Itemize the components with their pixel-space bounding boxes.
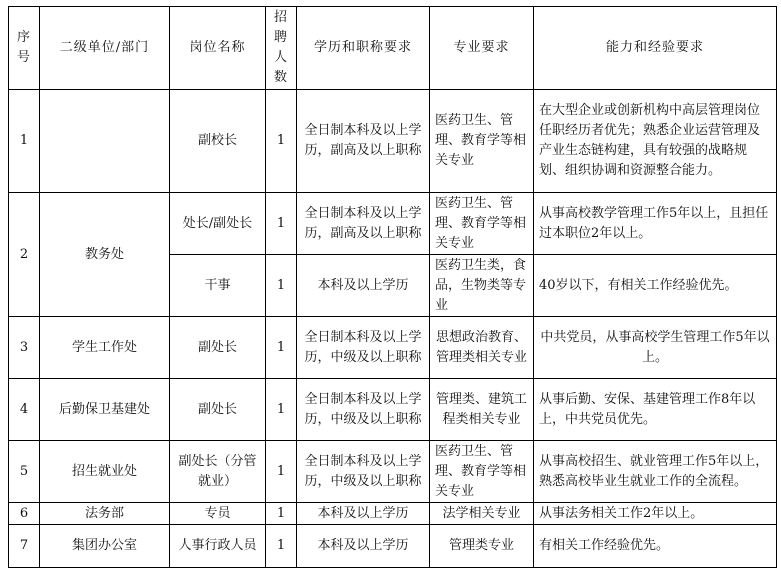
header-count: 招聘人数 bbox=[266, 7, 297, 90]
row-dept bbox=[40, 90, 170, 193]
header-position: 岗位名称 bbox=[170, 7, 266, 90]
row-count: 1 bbox=[266, 503, 297, 525]
recruitment-table bbox=[8, 6, 777, 568]
row-experience: 从事后勤、安保、基建管理工作8年以上，中共党员优先。 bbox=[534, 379, 777, 441]
row-position: 处长/副处长 bbox=[170, 193, 266, 255]
row-position: 专员 bbox=[170, 503, 266, 525]
header-dept: 二级单位/部门 bbox=[40, 7, 170, 90]
row-education: 本科及以上学历 bbox=[297, 503, 430, 525]
row-position: 人事行政人员 bbox=[170, 525, 266, 568]
row-major: 管理类专业 bbox=[430, 525, 534, 568]
row-education: 全日制本科及以上学历，中级及以上职称 bbox=[297, 317, 430, 379]
table-row bbox=[9, 503, 777, 525]
row-dept: 教务处 bbox=[40, 193, 170, 317]
row-major: 思想政治教育、管理类相关专业 bbox=[430, 317, 534, 379]
row-position: 干事 bbox=[170, 255, 266, 317]
row-position: 副处长 bbox=[170, 317, 266, 379]
row-count: 1 bbox=[266, 525, 297, 568]
header-row bbox=[9, 7, 777, 90]
row-dept: 法务部 bbox=[40, 503, 170, 525]
row-experience: 从事法务相关工作2年以上。 bbox=[534, 503, 777, 525]
row-seq: 5 bbox=[9, 441, 40, 503]
row-count: 1 bbox=[266, 317, 297, 379]
table-row bbox=[9, 525, 777, 568]
row-dept: 后勤保卫基建处 bbox=[40, 379, 170, 441]
row-education: 全日制本科及以上学历，副高及以上职称 bbox=[297, 193, 430, 255]
row-seq: 2 bbox=[9, 193, 40, 317]
header-major: 专业要求 bbox=[430, 7, 534, 90]
row-major: 医药卫生、管理、教育学等相关专业 bbox=[430, 90, 534, 193]
row-seq: 7 bbox=[9, 525, 40, 568]
header-experience: 能力和经验要求 bbox=[534, 7, 777, 90]
row-position: 副处长（分管就业） bbox=[170, 441, 266, 503]
row-seq: 6 bbox=[9, 503, 40, 525]
row-dept: 学生工作处 bbox=[40, 317, 170, 379]
row-seq: 1 bbox=[9, 90, 40, 193]
row-education: 全日制本科及以上学历，中级及以上职称 bbox=[297, 441, 430, 503]
row-seq: 3 bbox=[9, 317, 40, 379]
row-education: 本科及以上学历 bbox=[297, 255, 430, 317]
table-row bbox=[9, 193, 777, 255]
row-education: 全日制本科及以上学历，副高及以上职称 bbox=[297, 90, 430, 193]
row-experience: 从事高校教学管理工作5年以上，且担任过本职位2年以上。 bbox=[534, 193, 777, 255]
row-experience: 40岁以下，有相关工作经验优先。 bbox=[534, 255, 777, 317]
table-row bbox=[9, 90, 777, 193]
row-count: 1 bbox=[266, 441, 297, 503]
row-count: 1 bbox=[266, 255, 297, 317]
row-dept: 招生就业处 bbox=[40, 441, 170, 503]
table-row bbox=[9, 317, 777, 379]
row-seq: 4 bbox=[9, 379, 40, 441]
header-education: 学历和职称要求 bbox=[297, 7, 430, 90]
row-count: 1 bbox=[266, 193, 297, 255]
row-major: 管理类、建筑工程类相关专业 bbox=[430, 379, 534, 441]
row-experience: 在大型企业或创新机构中高层管理岗位任职经历者优先；熟悉企业运营管理及产业生态链构建，具有较强的战略规划、组织协调和资源整合能力。 bbox=[534, 90, 777, 193]
row-major: 法学相关专业 bbox=[430, 503, 534, 525]
row-major: 医药卫生、管理、教育学等相关专业 bbox=[430, 441, 534, 503]
row-dept: 集团办公室 bbox=[40, 525, 170, 568]
row-experience: 从事高校招生、就业管理工作5年以上，熟悉高校毕业生就业工作的全流程。 bbox=[534, 441, 777, 503]
row-position: 副校长 bbox=[170, 90, 266, 193]
row-experience: 有相关工作经验优先。 bbox=[534, 525, 777, 568]
row-education: 本科及以上学历 bbox=[297, 525, 430, 568]
table-row bbox=[9, 441, 777, 503]
row-major: 医药卫生类，食品，生物类等专业 bbox=[430, 255, 534, 317]
row-position: 副处长 bbox=[170, 379, 266, 441]
table-row bbox=[9, 379, 777, 441]
header-seq: 序号 bbox=[9, 7, 40, 90]
row-experience: 中共党员，从事高校学生管理工作5年以上。 bbox=[534, 317, 777, 379]
row-count: 1 bbox=[266, 90, 297, 193]
row-count: 1 bbox=[266, 379, 297, 441]
row-education: 全日制本科及以上学历，中级及以上职称 bbox=[297, 379, 430, 441]
row-major: 医药卫生、管理、教育学等相关专业 bbox=[430, 193, 534, 255]
